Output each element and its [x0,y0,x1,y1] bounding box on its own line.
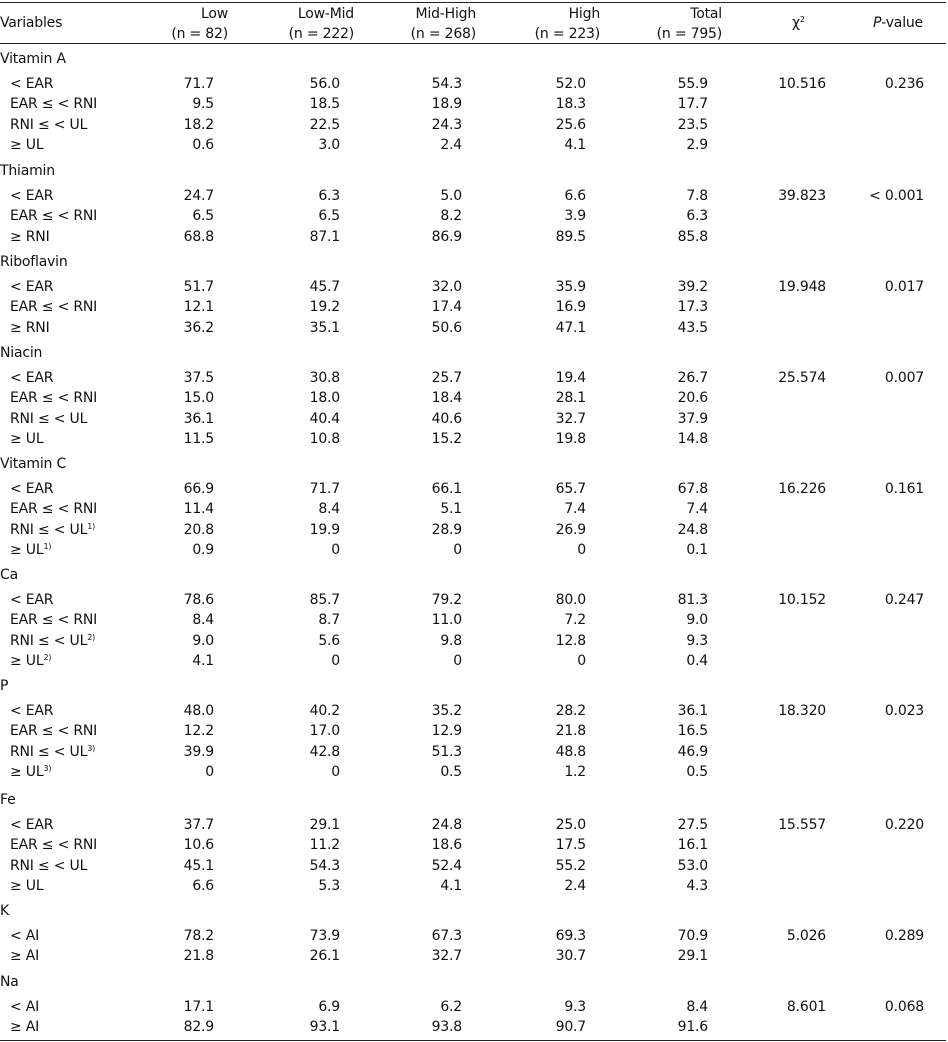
p-value: 0.220 [884,817,924,833]
row-label-text: EAR ≤ < RNI [10,837,98,854]
table-cell: 45.7 [309,279,340,295]
row-label [10,837,97,853]
table-cell: 18.0 [309,390,340,407]
table-cell: 42.8 [309,743,340,760]
table-cell: 65.7 [555,481,586,497]
table-cell: 50.6 [431,319,462,336]
table-cell: 0 [577,652,586,669]
row-label-text: < EAR [10,279,54,295]
table-cell: 18.4 [431,390,462,407]
table-cell: 48.8 [555,743,586,760]
table-cell: 67.8 [677,481,708,497]
row-label [10,208,97,224]
table-cell: 27.5 [677,817,708,833]
row-label [10,928,39,944]
table-cell: 12.1 [183,299,214,316]
table-cell: 24.8 [431,817,462,833]
table-cell: 6.6 [192,877,214,894]
table-cell: 56.0 [309,76,340,92]
table-cell: 79.2 [431,592,462,608]
p-value: 0.289 [884,928,924,944]
table-cell: 26.9 [555,521,586,538]
table-cell: 26.1 [309,948,340,965]
table-cell: 0.5 [440,763,462,780]
table-bottom-rule [0,1040,946,1041]
row-label-text: ≥ UL [10,763,44,780]
table-cell: 17.5 [555,837,586,854]
footnote-marker: 2) [43,652,52,662]
row-label [10,481,53,497]
group-title: Riboflavin [0,254,68,270]
table-cell: 32.7 [555,410,586,427]
table-cell: 7.4 [686,501,708,518]
table-cell: 86.9 [431,228,462,245]
table-cell: 71.7 [309,481,340,497]
table-cell: 89.5 [555,228,586,245]
chi-square-value: 16.226 [778,481,826,497]
header-col-total-n: (n = 795) [656,26,722,42]
chi-square-value: 10.516 [778,76,826,92]
header-col-total [657,6,722,42]
table-cell: 0 [331,652,340,669]
table-cell: 17.3 [677,299,708,316]
table-cell: 6.2 [440,999,462,1015]
table-cell: 3.9 [564,208,586,225]
row-label [10,653,51,669]
table-cell: 9.5 [192,96,214,113]
table-cell: 19.2 [309,299,340,316]
table-cell: 5.3 [318,877,340,894]
table-cell: 9.3 [564,999,586,1015]
table-cell: 2.4 [440,136,462,153]
row-label-text: RNI ≤ < UL [10,410,88,427]
table-cell: 11.4 [183,501,214,518]
row-label [10,117,87,133]
table-cell: 24.3 [431,116,462,133]
row-label [10,858,87,874]
chi-symbol: χ [792,15,800,31]
header-col-high-n: (n = 223) [534,26,600,42]
row-label-text: ≥ UL [10,652,44,669]
p-value: 0.247 [884,592,924,608]
chi-square-value: 39.823 [778,188,826,204]
chi-square-value: 18.320 [778,703,826,719]
table-cell: 68.8 [183,228,214,245]
table-cell: 40.2 [309,703,340,719]
table-cell: 0.5 [686,763,708,780]
table-cell: 35.9 [555,279,586,295]
row-label-text: RNI ≤ < UL [10,743,88,760]
table-cell: 78.2 [183,928,214,944]
table-cell: 8.4 [686,999,708,1015]
row-label [10,764,51,780]
row-label-text: ≥ UL [10,430,44,447]
table-cell: 82.9 [183,1019,214,1036]
table-cell: 91.6 [677,1019,708,1036]
table-cell: 20.6 [677,390,708,407]
table-cell: 24.7 [183,188,214,204]
row-label-text: EAR ≤ < RNI [10,612,98,629]
header-col-mid-high-n: (n = 268) [410,26,476,42]
group-title: Na [0,974,19,990]
table-cell: 45.1 [183,857,214,874]
table-cell: 0 [205,763,214,780]
table-cell: 40.6 [431,410,462,427]
footnote-marker: 3) [87,743,96,753]
table-cell: 5.0 [440,188,462,204]
p-rest: -value [881,15,923,31]
table-cell: 47.1 [555,319,586,336]
row-label-text: EAR ≤ < RNI [10,390,98,407]
table-cell: 78.6 [183,592,214,608]
table-cell: 6.5 [192,208,214,225]
table-cell: 52.0 [555,76,586,92]
table-cell: 15.2 [431,430,462,447]
table-cell: 0 [453,541,462,558]
row-label [10,390,97,406]
row-label [10,188,53,204]
group-title: Vitamin A [0,51,66,67]
row-label-text: ≥ UL [10,877,44,894]
table-cell: 66.1 [431,481,462,497]
header-col-low-mid-name: Low-Mid [297,6,354,22]
row-label [10,76,53,92]
row-label-text: < EAR [10,817,54,833]
table-cell: 35.1 [309,319,340,336]
row-label [10,633,95,649]
row-label-text: RNI ≤ < UL [10,632,88,649]
table-cell: 1.2 [564,763,586,780]
table-cell: 0 [577,541,586,558]
table-cell: 4.1 [192,652,214,669]
p-value: 0.161 [884,481,924,497]
row-label [10,431,43,447]
row-label [10,1019,39,1035]
footnote-marker: 3) [43,763,52,773]
table-cell: 2.9 [686,136,708,153]
table-cell: 54.3 [431,76,462,92]
header-col-low-mid [289,6,354,42]
table-cell: 81.3 [677,592,708,608]
table-cell: 17.7 [677,96,708,113]
table-cell: 11.5 [183,430,214,447]
table-cell: 30.7 [555,948,586,965]
table-cell: 0 [331,541,340,558]
header-chi-square [792,15,805,31]
row-label [10,299,97,315]
table-cell: 25.6 [555,116,586,133]
row-label [10,703,53,719]
row-label [10,612,97,628]
table-cell: 22.5 [309,116,340,133]
table-cell: 36.2 [183,319,214,336]
table-cell: 11.2 [309,837,340,854]
row-label [10,522,95,538]
row-label-text: RNI ≤ < UL [10,857,88,874]
table-cell: 17.4 [431,299,462,316]
row-label [10,137,43,153]
group-title: Vitamin C [0,456,67,472]
p-value: 0.068 [884,999,924,1015]
row-label [10,279,53,295]
table-cell: 15.0 [183,390,214,407]
table-cell: 66.9 [183,481,214,497]
table-cell: 12.9 [431,723,462,740]
row-label [10,723,97,739]
chi-square-value: 5.026 [786,928,826,944]
row-label-text: ≥ RNI [10,228,50,245]
row-label [10,370,53,386]
table-cell: 0 [453,652,462,669]
header-col-total-name: Total [690,6,722,22]
table-cell: 3.0 [318,136,340,153]
table-cell: 26.7 [677,370,708,386]
table-cell: 16.1 [677,837,708,854]
table-cell: 28.1 [555,390,586,407]
table-cell: 8.7 [318,612,340,629]
p-value: 0.017 [884,279,924,295]
table-cell: 53.0 [677,857,708,874]
table-cell: 7.2 [564,612,586,629]
table-cell: 24.8 [677,521,708,538]
row-label-text: < EAR [10,703,54,719]
group-title: K [0,903,9,919]
table-cell: 80.0 [555,592,586,608]
table-cell: 8.2 [440,208,462,225]
table-cell: 54.3 [309,857,340,874]
table-cell: 7.8 [686,188,708,204]
header-col-low-name: Low [201,6,228,22]
row-label-text: RNI ≤ < UL [10,116,88,133]
row-label-text: ≥ AI [10,948,40,965]
table-cell: 19.4 [555,370,586,386]
row-label [10,817,53,833]
row-label [10,999,39,1015]
table-cell: 18.3 [555,96,586,113]
header-variables: Variables [0,15,63,31]
row-label [10,320,50,336]
row-label-text: EAR ≤ < RNI [10,501,98,518]
table-cell: 90.7 [555,1019,586,1036]
header-col-high-name: High [568,6,600,22]
row-label-text: < AI [10,928,40,944]
table-cell: 51.7 [183,279,214,295]
row-label [10,592,53,608]
table-cell: 93.8 [431,1019,462,1036]
row-label [10,878,43,894]
table-cell: 18.5 [309,96,340,113]
row-label-text: EAR ≤ < RNI [10,208,98,225]
p-value: 0.236 [884,76,924,92]
table-cell: 6.9 [318,999,340,1015]
p-value: 0.023 [884,703,924,719]
table-cell: 12.2 [183,723,214,740]
table-cell: 9.0 [192,632,214,649]
table-cell: 73.9 [309,928,340,944]
table-cell: 52.4 [431,857,462,874]
table-cell: 6.5 [318,208,340,225]
row-label [10,96,97,112]
footnote-marker: 1) [87,521,96,531]
table-cell: 0 [331,763,340,780]
table-cell: 93.1 [309,1019,340,1036]
header-col-mid-high [411,6,476,42]
table-cell: 48.0 [183,703,214,719]
table-cell: 17.1 [183,999,214,1015]
group-title: Thiamin [0,163,55,179]
table-cell: 43.5 [677,319,708,336]
header-col-low-mid-n: (n = 222) [288,26,354,42]
chi-square-value: 8.601 [786,999,826,1015]
table-cell: 87.1 [309,228,340,245]
row-label [10,542,51,558]
header-col-high [535,6,600,42]
table-cell: 70.9 [677,928,708,944]
row-label-text: < EAR [10,370,54,386]
table-cell: 37.7 [183,817,214,833]
header-col-mid-high-name: Mid-High [415,6,476,22]
row-label-text: < EAR [10,76,54,92]
header-col-low-n: (n = 82) [171,26,228,42]
row-label [10,411,87,427]
table-cell: 32.7 [431,948,462,965]
table-cell: 20.8 [183,521,214,538]
table-cell: 23.5 [677,116,708,133]
footnote-marker: 2) [87,632,96,642]
row-label-text: ≥ RNI [10,319,50,336]
table-cell: 37.5 [183,370,214,386]
table-cell: 10.6 [183,837,214,854]
table-cell: 5.1 [440,501,462,518]
row-label [10,744,95,760]
table-cell: 9.3 [686,632,708,649]
footnote-marker: 1) [43,541,52,551]
table-cell: 16.9 [555,299,586,316]
table-cell: 29.1 [309,817,340,833]
row-label [10,501,97,517]
table-cell: 19.9 [309,521,340,538]
row-label [10,229,50,245]
table-cell: 46.9 [677,743,708,760]
table-cell: 28.2 [555,703,586,719]
chi-square-value: 19.948 [778,279,826,295]
table-cell: 17.0 [309,723,340,740]
table-cell: 37.9 [677,410,708,427]
table-cell: 8.4 [192,612,214,629]
chi-superscript: 2 [799,15,805,24]
p-value: < 0.001 [869,188,924,204]
table-cell: 0.1 [686,541,708,558]
table-cell: 21.8 [555,723,586,740]
table-cell: 4.1 [440,877,462,894]
table-cell: 39.9 [183,743,214,760]
table-cell: 12.8 [555,632,586,649]
table-cell: 71.7 [183,76,214,92]
row-label-text: EAR ≤ < RNI [10,723,98,740]
table-cell: 4.3 [686,877,708,894]
table-cell: 51.3 [431,743,462,760]
chi-square-value: 15.557 [778,817,826,833]
p-value: 0.007 [884,370,924,386]
table-cell: 21.8 [183,948,214,965]
row-label-text: < EAR [10,188,54,204]
row-label-text: ≥ UL [10,541,44,558]
table-cell: 19.8 [555,430,586,447]
row-label-text: < EAR [10,592,54,608]
table-cell: 36.1 [183,410,214,427]
table-top-rule [0,2,946,3]
row-label-text: ≥ AI [10,1019,40,1036]
table-cell: 18.6 [431,837,462,854]
table-cell: 10.8 [309,430,340,447]
table-cell: 9.8 [440,632,462,649]
table-cell: 2.4 [564,877,586,894]
table-cell: 30.8 [309,370,340,386]
row-label-text: < AI [10,999,40,1015]
table-cell: 7.4 [564,501,586,518]
table-cell: 6.3 [318,188,340,204]
row-label [10,948,39,964]
table-cell: 8.4 [318,501,340,518]
table-cell: 29.1 [677,948,708,965]
table-cell: 18.9 [431,96,462,113]
table-cell: 14.8 [677,430,708,447]
table-cell: 0.6 [192,136,214,153]
row-label-text: RNI ≤ < UL [10,521,88,538]
p-italic: P [873,15,882,31]
group-title: Fe [0,792,16,808]
header-p-value [873,15,923,31]
table-cell: 6.3 [686,208,708,225]
row-label-text: EAR ≤ < RNI [10,299,98,316]
table-cell: 55.9 [677,76,708,92]
table-cell: 85.8 [677,228,708,245]
table-cell: 55.2 [555,857,586,874]
row-label-text: < EAR [10,481,54,497]
table-cell: 0.4 [686,652,708,669]
table-cell: 9.0 [686,612,708,629]
row-label-text: ≥ UL [10,136,44,153]
header-bottom-rule [0,43,946,44]
table-cell: 28.9 [431,521,462,538]
chi-square-value: 25.574 [778,370,826,386]
table-cell: 40.4 [309,410,340,427]
table-cell: 11.0 [431,612,462,629]
header-col-low [171,6,228,42]
table-cell: 69.3 [555,928,586,944]
table-cell: 16.5 [677,723,708,740]
table-cell: 32.0 [431,279,462,295]
table-cell: 18.2 [183,116,214,133]
row-label-text: EAR ≤ < RNI [10,96,98,113]
table-cell: 85.7 [309,592,340,608]
table-cell: 67.3 [431,928,462,944]
table-cell: 0.9 [192,541,214,558]
table-cell: 5.6 [318,632,340,649]
group-title: P [0,678,9,694]
table-cell: 25.0 [555,817,586,833]
table-cell: 4.1 [564,136,586,153]
table-cell: 35.2 [431,703,462,719]
group-title: Ca [0,567,18,583]
table-cell: 39.2 [677,279,708,295]
table-cell: 25.7 [431,370,462,386]
table-cell: 6.6 [564,188,586,204]
table-cell: 36.1 [677,703,708,719]
group-title: Niacin [0,345,43,361]
chi-square-value: 10.152 [778,592,826,608]
